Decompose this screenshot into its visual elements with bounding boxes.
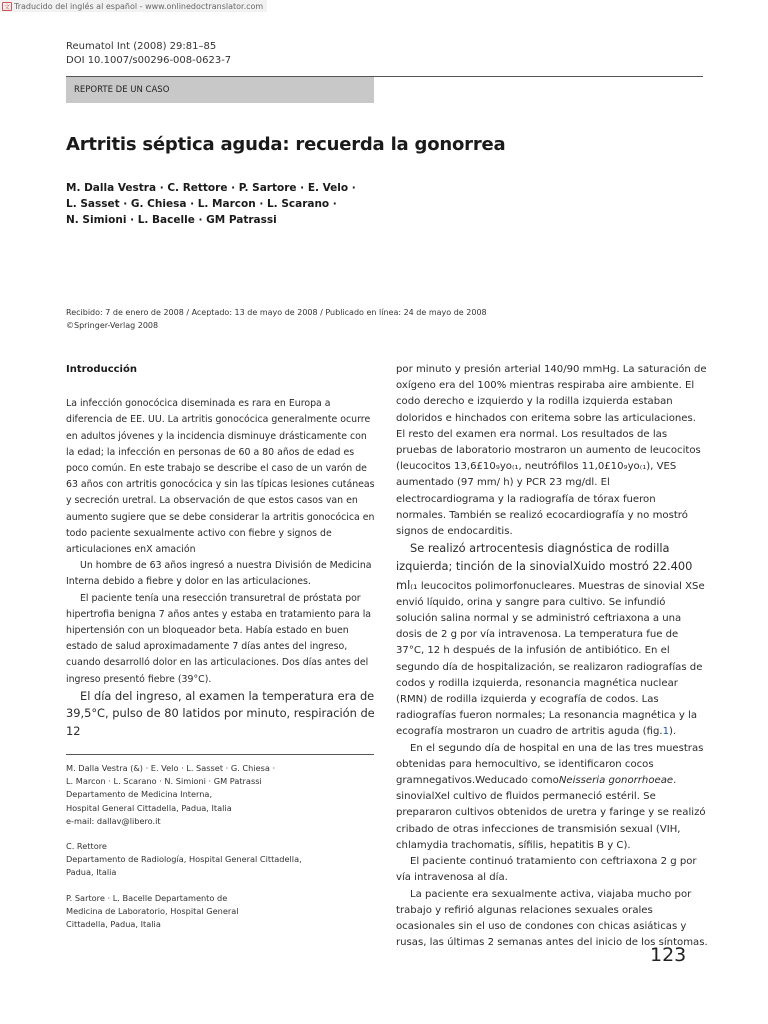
body-paragraph: por minuto y presión arterial 140/90 mmHg. La saturación de oxígeno era del 100% mientras respiraba aire ambiente. El codo derecho e izquierdo y la rodilla izquierda estaban doloridos e hinchados con eritema sobre las articulaciones. El resto del examen era normal. Los resultados de las pruebas de laboratorio mostraron un aumento de leucocitos (leucocitos 13,6£10₉yo₍₁, neutrófilos 11,0£10₉yo₍₁), VES aumentado (97 mm/ h) y PCR 23 mg/dl. El electrocardiograma y la radiografía de tórax fueron normales. También se realizó ecocardiografía y no mostró signos de endocarditis. (396, 364, 707, 538)
body-text-segment: En el segundo día de hospital en una de las tres muestras obtenidas para hemocultivo, se identificaron cocos gramnegativos.Weducado como (396, 742, 704, 787)
body-paragraph (396, 741, 708, 854)
affiliation-line: C. Rettore (66, 841, 107, 851)
affiliation-line: Cittadella, Padua, Italia (66, 919, 161, 930)
body-paragraph: El día del ingreso, al examen la temperatura era de 39,5°C, pulso de 80 latidos por minuto, respiración de 12 (66, 688, 375, 738)
body-text-segment: . sinovialXel cultivo de fluidos permaneció estéril. Se prepararon cultivos obtenidos de uretra y faringe y se realizó cribado de otras infecciones de transmisión sexual (VIH, chlamydia trachomatis, sífilis, hepatitis B y C). (396, 775, 706, 851)
footnote-divider (66, 754, 374, 755)
affiliation-line: L. Marcon · L. Scarano · N. Simioni · GM Patrassi (66, 776, 262, 787)
article-title: Artritis séptica aguda: recuerda la gonorrea (66, 134, 506, 155)
body-paragraph: Un hombre de 63 años ingresó a nuestra División de Medicina Interna debido a fiebre y dolor en las articulaciones. (66, 560, 372, 588)
affiliation-line: Padua, Italia (66, 867, 117, 878)
article-type-banner (66, 77, 374, 103)
doi: DOI 10.1007/s00296-008-0623-7 (66, 55, 232, 66)
affiliation-line: Medicina de Laboratorio, Hospital General (66, 906, 239, 917)
corresponding-email: e-mail: dallav@libero.it (66, 815, 161, 826)
article-type-label: REPORTE DE UN CASO (74, 85, 170, 95)
body-paragraph: El paciente tenía una resección transuretral de próstata por hipertrofia benigna 7 años antes y estaba en tratamiento para la hipertensión con un bloqueador beta. Había estado en buen estado de salud aproximadamente 7 días antes del ingreso, cuando desarrolló dolor en las articulaciones. Dos días antes del ingreso presentó fiebre (39°C). (66, 592, 372, 685)
body-paragraph: La paciente era sexualmente activa, viajaba mucho por trabajo y refirió algunas relaciones sexuales orales ocasionales sin el uso de condones con chicas asiáticas y rusas, las últimas 2 semanas antes del inicio de los síntomas. (396, 888, 708, 949)
affiliation-line: Departamento de Radiología, Hospital General Cittadella, (66, 854, 302, 865)
author-line: N. Simioni · L. Bacelle · GM Patrassi (66, 214, 277, 226)
body-paragraph (396, 540, 708, 740)
publication-dates: Recibido: 7 de enero de 2008 / Aceptado: 13 de mayo de 2008 / Publicado en línea: 24 de mayo de 2008 (66, 308, 487, 317)
body-paragraph: La infección gonocócica diseminada es rara en Europa a diferencia de EE. UU. La artritis gonocócica generalmente ocurre en adultos jóvenes y la incidencia disminuye drásticamente con la edad; la infección en personas de 60 a 80 años de edad es poco común. En este trabajo se describe el caso de un varón de 63 años con artritis gonocócica y sin las típicas lesiones cutáneas y secreción uretral. La observación de que estos casos van en aumento sugiere que se debe considerar la artritis gonocócica en todo paciente sexualmente activo con fiebre y signos de articulaciones enX amación (66, 398, 375, 556)
section-heading-introduction: Introducción (66, 364, 137, 375)
affiliation-line: M. Dalla Vestra (&) · E. Velo · L. Sasset · G. Chiesa · (66, 763, 276, 773)
affiliation-block (66, 840, 376, 880)
body-text-segment: Se realizó artrocentesis diagnóstica de rodilla izquierda; tinción de la sinovialXuido mostró 22.400 ml₍₁ (396, 541, 693, 592)
body-text-segment: ). (669, 726, 677, 738)
affiliation-line: P. Sartore · L. Bacelle Departamento de (66, 893, 228, 903)
affiliation-line: Hospital General Cittadella, Padua, Italia (66, 802, 232, 813)
figure-reference-link[interactable]: 1 (662, 726, 669, 738)
author-list (66, 180, 356, 228)
copyright-notice: ©Springer-Verlag 2008 (66, 321, 159, 330)
translation-banner-text[interactable]: Traducido del inglés al español - www.onlinedoctranslator.com (14, 1, 264, 11)
author-line: L. Sasset · G. Chiesa · L. Marcon · L. Scarano · (66, 198, 337, 210)
publication-history (66, 306, 487, 332)
affiliation-block (66, 762, 376, 828)
affiliation-block (66, 892, 376, 932)
translate-icon: 文 (3, 3, 10, 11)
translation-banner[interactable] (0, 0, 267, 12)
affiliation-line: Departamento de Medicina Interna, (66, 789, 213, 800)
body-text-segment: leucocitos polimorfonucleares. Muestras de sinovial XSe envió líquido, orina y sangre para cultivo. Se infundió solución salina normal y se administró ceftriaxona a una dosis de 2 g por vía intravenosa. La temperatura fue de 37°C, 12 h después de la infusión de antibiótico. En el segundo día de hospitalización, se realizaron radiografías de codos y rodilla izquierda, resonancia magnética nuclear (RMN) de rodilla izquierda y ecografía de codos. Las radiografías fueron normales; La resonancia magnética y la ecografía mostraron un cuadro de artritis aguda (fig. (396, 580, 705, 738)
journal-reference: Reumatol Int (2008) 29:81–85 (66, 41, 217, 52)
body-paragraph: El paciente continuó tratamiento con ceftriaxona 2 g por vía intravenosa al día. (396, 856, 697, 884)
journal-citation (66, 40, 231, 68)
author-line: M. Dalla Vestra · C. Rettore · P. Sartore · E. Velo · (66, 182, 356, 194)
left-column (66, 362, 376, 740)
page-number: 123 (650, 944, 687, 966)
right-column (396, 362, 708, 951)
species-name: Neisseria gonorrhoeae (558, 775, 674, 787)
